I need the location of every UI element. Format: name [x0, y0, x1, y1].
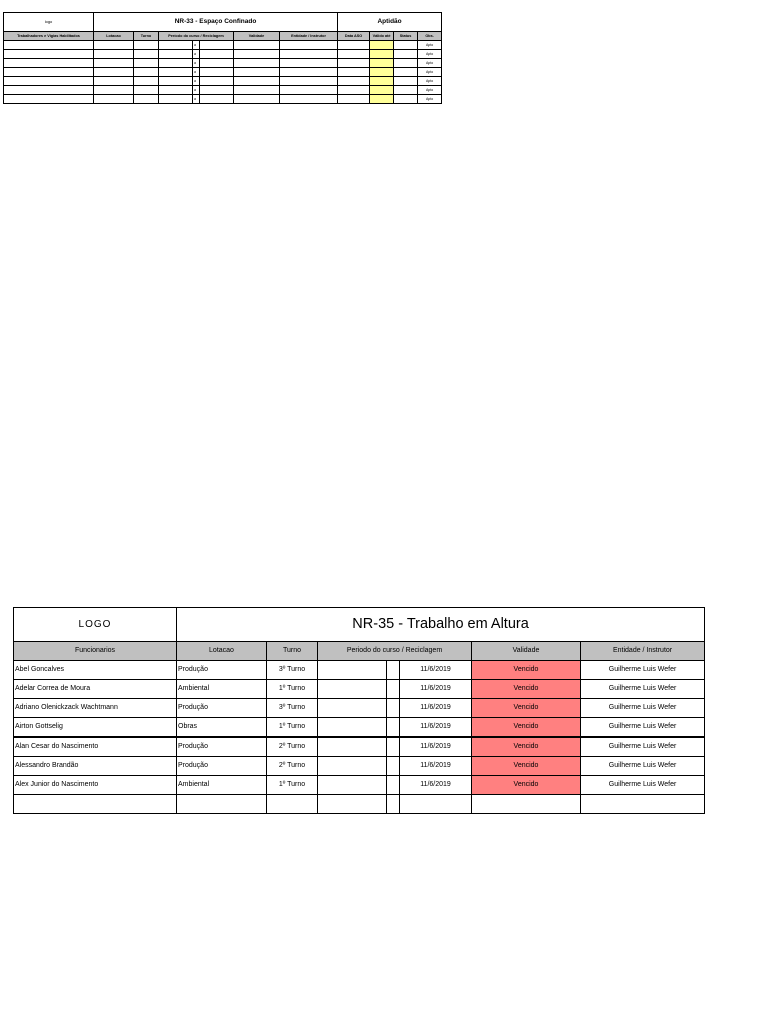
nr33-logo: logo [4, 13, 94, 32]
col-turno: Turno [267, 642, 318, 661]
nr33-cell [234, 50, 280, 59]
nr33-cell: Apto [418, 50, 442, 59]
nr33-cell [4, 86, 94, 95]
lotacao-cell: Ambiental [177, 680, 267, 699]
nr33-cell [234, 68, 280, 77]
periodo-start-cell [318, 699, 387, 718]
nr33-cell [94, 50, 134, 59]
periodo-start-cell [318, 680, 387, 699]
nr33-cell: Apto [418, 59, 442, 68]
nr33-cell [4, 59, 94, 68]
nr33-cell: a [193, 77, 200, 86]
periodo-sep-cell [387, 737, 400, 757]
nr33-cell: a [193, 50, 200, 59]
nr33-cell [134, 41, 159, 50]
nr33-cell [280, 77, 338, 86]
periodo-date-cell: 11/6/2019 [400, 680, 472, 699]
validade-status: Vencido [472, 699, 581, 718]
nr33-cell [234, 59, 280, 68]
nr33-cell [338, 50, 370, 59]
nr33-cell [338, 77, 370, 86]
nr33-table-row [4, 77, 442, 86]
lotacao-cell: Ambiental [177, 776, 267, 795]
empty-cell [387, 795, 400, 814]
nr33-cell: a [193, 95, 200, 104]
employee-name: Adelar Correa de Moura [14, 680, 177, 699]
nr33-cell [234, 41, 280, 50]
nr33-cell: a [193, 59, 200, 68]
nr33-cell [234, 95, 280, 104]
nr33-cell [394, 86, 418, 95]
col-periodo: Periodo do curso / Reciclagem [318, 642, 472, 661]
nr33-cell: Apto [418, 41, 442, 50]
table-row [14, 699, 705, 718]
nr33-cell [338, 68, 370, 77]
periodo-start-cell [318, 718, 387, 738]
empty-cell [472, 795, 581, 814]
periodo-sep-cell [387, 718, 400, 738]
nr33-cell [394, 41, 418, 50]
entidade-cell: Guilherme Luis Wefer [581, 757, 705, 776]
nr33-rows [4, 41, 442, 104]
entidade-cell: Guilherme Luis Wefer [581, 718, 705, 738]
nr33-cell: a [193, 41, 200, 50]
turno-cell: 2º Turno [267, 757, 318, 776]
periodo-date-cell: 11/6/2019 [400, 757, 472, 776]
nr33-cell [394, 50, 418, 59]
nr33-sheet [3, 12, 442, 104]
entidade-cell: Guilherme Luis Wefer [581, 776, 705, 795]
validade-status: Vencido [472, 737, 581, 757]
nr33-table-row [4, 95, 442, 104]
nr33-cell [370, 68, 394, 77]
table-row [14, 661, 705, 680]
entidade-cell: Guilherme Luis Wefer [581, 680, 705, 699]
nr33-cell [394, 68, 418, 77]
lotacao-cell: Obras [177, 718, 267, 738]
nr35-title: NR-35 - Trabalho em Altura [177, 608, 705, 642]
table-row [14, 718, 705, 738]
entidade-cell: Guilherme Luis Wefer [581, 737, 705, 757]
col-lotacao: Lotacao [177, 642, 267, 661]
nr33-cell [338, 59, 370, 68]
nr33-cell [134, 50, 159, 59]
nr33-cell [134, 59, 159, 68]
nr33-table-row [4, 68, 442, 77]
nr33-col-header: Lotacao [94, 32, 134, 41]
nr33-table-row [4, 59, 442, 68]
col-entidade: Entidade / Instrutor [581, 642, 705, 661]
nr33-cell [159, 68, 193, 77]
nr33-cell [370, 95, 394, 104]
nr33-cell [159, 77, 193, 86]
turno-cell: 3º Turno [267, 699, 318, 718]
lotacao-cell: Produção [177, 661, 267, 680]
nr33-cell [200, 77, 234, 86]
empty-cell [400, 795, 472, 814]
nr33-col-header: Válido até [370, 32, 394, 41]
nr33-table-row [4, 41, 442, 50]
nr35-rows [14, 661, 705, 814]
nr33-cell [4, 50, 94, 59]
nr33-aptidao-title: Aptidão [338, 13, 442, 32]
turno-cell: 1º Turno [267, 718, 318, 738]
periodo-start-cell [318, 737, 387, 757]
turno-cell: 3º Turno [267, 661, 318, 680]
periodo-date-cell: 11/6/2019 [400, 776, 472, 795]
nr33-table-row [4, 86, 442, 95]
turno-cell: 1º Turno [267, 680, 318, 699]
employee-name: Alessandro Brandão [14, 757, 177, 776]
nr33-cell: Apto [418, 95, 442, 104]
nr33-cell [370, 77, 394, 86]
nr33-cell [200, 41, 234, 50]
nr33-title: NR-33 - Espaço Confinado [94, 13, 338, 32]
empty-cell [318, 795, 387, 814]
nr33-col-header: Entidade / Instrutor [280, 32, 338, 41]
nr33-cell [370, 86, 394, 95]
nr33-cell [338, 95, 370, 104]
col-funcionarios: Funcionarios [14, 642, 177, 661]
periodo-start-cell [318, 661, 387, 680]
nr35-logo: LOGO [14, 608, 177, 642]
nr33-cell [200, 86, 234, 95]
periodo-date-cell: 11/6/2019 [400, 661, 472, 680]
empty-cell [14, 795, 177, 814]
entidade-cell: Guilherme Luis Wefer [581, 699, 705, 718]
nr33-cell [94, 86, 134, 95]
turno-cell: 1º Turno [267, 776, 318, 795]
lotacao-cell: Produção [177, 737, 267, 757]
nr33-cell [4, 41, 94, 50]
nr35-sheet [13, 607, 705, 814]
employee-name: Alex Junior do Nascimento [14, 776, 177, 795]
nr33-cell [134, 86, 159, 95]
nr33-cell [370, 41, 394, 50]
validade-status: Vencido [472, 718, 581, 738]
employee-name: Alan Cesar do Nascimento [14, 737, 177, 757]
periodo-date-cell: 11/6/2019 [400, 737, 472, 757]
nr33-cell [280, 41, 338, 50]
nr33-cell: Apto [418, 86, 442, 95]
nr33-cell: a [193, 68, 200, 77]
nr33-cell [134, 95, 159, 104]
empty-row [14, 795, 705, 814]
nr33-cell [200, 50, 234, 59]
periodo-sep-cell [387, 757, 400, 776]
nr33-cell [234, 77, 280, 86]
nr33-col-header: Status [394, 32, 418, 41]
nr33-cell [370, 59, 394, 68]
lotacao-cell: Produção [177, 757, 267, 776]
employee-name: Abel Goncalves [14, 661, 177, 680]
employee-name: Airton Gottselig [14, 718, 177, 738]
nr33-cell [394, 77, 418, 86]
nr33-cell [134, 68, 159, 77]
lotacao-cell: Produção [177, 699, 267, 718]
nr33-cell [134, 77, 159, 86]
validade-status: Vencido [472, 661, 581, 680]
periodo-sep-cell [387, 661, 400, 680]
nr33-cell [4, 95, 94, 104]
nr33-col-header: Período do curso / Reciclagem [159, 32, 234, 41]
empty-cell [581, 795, 705, 814]
nr33-cell [394, 59, 418, 68]
nr33-cell: Apto [418, 77, 442, 86]
turno-cell: 2º Turno [267, 737, 318, 757]
nr33-cell [280, 68, 338, 77]
nr33-cell: Apto [418, 68, 442, 77]
periodo-start-cell [318, 776, 387, 795]
nr33-cell [280, 59, 338, 68]
nr33-cell [280, 50, 338, 59]
nr33-cell [94, 59, 134, 68]
validade-status: Vencido [472, 757, 581, 776]
col-validade: Validade [472, 642, 581, 661]
nr33-table-row [4, 50, 442, 59]
nr33-cell [94, 68, 134, 77]
nr33-cell: a [193, 86, 200, 95]
validade-status: Vencido [472, 680, 581, 699]
nr33-cell [159, 59, 193, 68]
periodo-date-cell: 11/6/2019 [400, 718, 472, 738]
nr33-cell [159, 41, 193, 50]
nr35-column-headers [14, 642, 705, 661]
empty-cell [267, 795, 318, 814]
nr33-cell [394, 95, 418, 104]
nr33-cell [159, 86, 193, 95]
nr33-cell [200, 95, 234, 104]
nr33-cell [200, 68, 234, 77]
empty-cell [177, 795, 267, 814]
table-row [14, 680, 705, 699]
nr33-col-header: Turno [134, 32, 159, 41]
nr33-cell [280, 86, 338, 95]
periodo-sep-cell [387, 699, 400, 718]
nr33-cell [338, 41, 370, 50]
periodo-sep-cell [387, 680, 400, 699]
nr33-col-header: Validade [234, 32, 280, 41]
table-row [14, 776, 705, 795]
nr33-cell [159, 50, 193, 59]
employee-name: Adriano Olenickzack Wachtmann [14, 699, 177, 718]
nr33-cell [370, 50, 394, 59]
nr33-col-header: Trabalhadores e Vigias Habilitados [4, 32, 94, 41]
periodo-start-cell [318, 757, 387, 776]
nr33-cell [94, 77, 134, 86]
table-row [14, 757, 705, 776]
periodo-date-cell: 11/6/2019 [400, 699, 472, 718]
nr33-cell [280, 95, 338, 104]
nr33-column-headers [4, 32, 442, 41]
nr33-cell [4, 68, 94, 77]
validade-status: Vencido [472, 776, 581, 795]
nr33-col-header: Obs. [418, 32, 442, 41]
nr33-col-header: Data ASO [338, 32, 370, 41]
entidade-cell: Guilherme Luis Wefer [581, 661, 705, 680]
nr33-cell [200, 59, 234, 68]
nr33-cell [4, 77, 94, 86]
table-row [14, 737, 705, 757]
periodo-sep-cell [387, 776, 400, 795]
nr33-cell [338, 86, 370, 95]
nr33-cell [94, 95, 134, 104]
nr33-cell [94, 41, 134, 50]
nr33-cell [234, 86, 280, 95]
nr33-cell [159, 95, 193, 104]
